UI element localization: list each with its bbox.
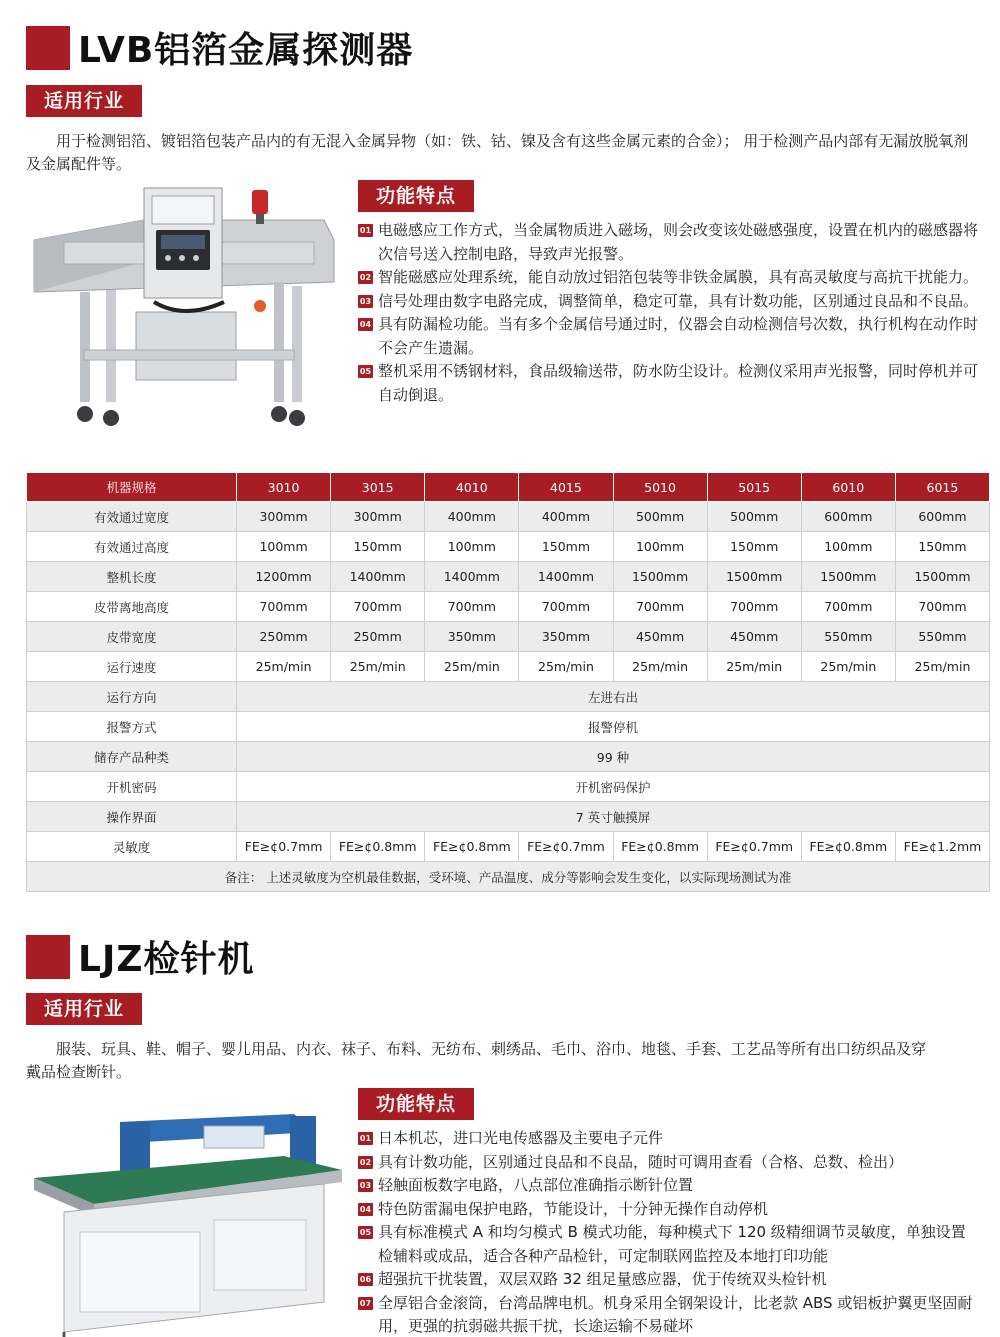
table-cell: 1500mm: [707, 562, 801, 592]
table-cell: 700mm: [331, 592, 425, 622]
table-cell: FE≥¢0.7mm: [237, 832, 331, 862]
merged-cell: 报警停机: [237, 712, 990, 742]
merged-cell: 左进右出: [237, 682, 990, 712]
features-list: [358, 1127, 978, 1337]
table-header-row: [27, 473, 990, 502]
feature-number: 03: [359, 1181, 372, 1190]
feature-number: 04: [359, 320, 372, 329]
table-cell: 250mm: [331, 622, 425, 652]
table-cell: 25m/min: [801, 652, 895, 682]
table-cell: 100mm: [425, 532, 519, 562]
table-header-cell: 5015: [707, 473, 801, 502]
table-cell: 700mm: [613, 592, 707, 622]
table-cell: 300mm: [237, 502, 331, 532]
row-label: 有效通过宽度: [27, 502, 237, 532]
table-header-cell: 3010: [237, 473, 331, 502]
table-cell: 100mm: [613, 532, 707, 562]
table-cell: 150mm: [331, 532, 425, 562]
table-cell: 25m/min: [895, 652, 989, 682]
table-cell: 700mm: [519, 592, 613, 622]
table-cell: FE≥¢0.7mm: [707, 832, 801, 862]
table-cell: 350mm: [519, 622, 613, 652]
table-row: [27, 562, 990, 592]
industry-description: 用于检测铝箔、镀铝箔包装产品内的有无混入金属异物（如：铁、钴、镍及含有这些金属元素的合金）； 用于检测产品内部有无漏放脱氧剂及金属配件等。: [26, 132, 969, 173]
feature-item: [358, 1268, 978, 1292]
feature-item: [358, 1221, 978, 1268]
table-row: [27, 802, 990, 832]
table-row: [27, 592, 990, 622]
table-header-cell: 3015: [331, 473, 425, 502]
section1-header: [26, 22, 413, 73]
table-cell: 300mm: [331, 502, 425, 532]
spec-table: [26, 472, 990, 892]
needle-detector-image: [24, 1112, 346, 1337]
table-cell: 100mm: [237, 532, 331, 562]
industry-description: 服装、玩具、鞋、帽子、婴儿用品、内衣、袜子、布料、无纺布、刺绣品、毛巾、浴巾、地毯、手套、工艺品等所有出口纺织品及穿戴品检查断针。: [26, 1040, 927, 1081]
merged-cell: 7 英寸触摸屏: [237, 802, 990, 832]
feature-number: 03: [359, 296, 372, 306]
table-cell: 350mm: [425, 622, 519, 652]
feature-number: 07: [359, 1298, 372, 1308]
feature-number: 01: [359, 1134, 372, 1143]
feature-item: [358, 219, 978, 266]
table-cell: 700mm: [895, 592, 989, 622]
table-cell: 25m/min: [331, 652, 425, 682]
feature-item: [358, 1292, 978, 1337]
table-header-cell: 4015: [519, 473, 613, 502]
feature-item: [358, 1127, 978, 1151]
table-cell: 150mm: [895, 532, 989, 562]
table-cell: FE≥¢0.7mm: [519, 832, 613, 862]
feature-text: 整机采用不锈钢材料，食品级输送带，防水防尘设计。检测仪采用声光报警，同时停机并可自动倒退。: [378, 362, 979, 404]
title-marker: [26, 935, 70, 979]
feature-item: [358, 1151, 978, 1175]
feature-text: 具有防漏检功能。当有多个金属信号通过时，仪器会自动检测信号次数，执行机构在动作时不会产生遗漏。: [378, 315, 979, 357]
features-tag: 功能特点: [358, 180, 474, 212]
table-cell: 400mm: [425, 502, 519, 532]
table-cell: 25m/min: [425, 652, 519, 682]
table-header-cell: 6010: [801, 473, 895, 502]
table-row: [27, 622, 990, 652]
table-cell: FE≥¢1.2mm: [895, 832, 989, 862]
feature-number: 05: [359, 1228, 372, 1237]
table-cell: 500mm: [707, 502, 801, 532]
table-cell: FE≥¢0.8mm: [613, 832, 707, 862]
industry-tag: 适用行业: [26, 993, 142, 1025]
table-header-cell: 机器规格: [27, 473, 237, 502]
feature-text: 智能磁感应处理系统，能自动放过铝箔包装等非铁金属膜，具有高灵敏度与高抗干扰能力。: [378, 268, 979, 286]
section-title: LJZ检针机: [78, 939, 255, 980]
table-cell: FE≥¢0.8mm: [425, 832, 519, 862]
table-cell: 600mm: [895, 502, 989, 532]
feature-text: 全厚铝合金滚筒，台湾品牌电机。机身采用全钢架设计，比老款 ABS 或铝板护翼更坚固耐用，更强的抗弱磁共振干扰，长途运输不易碰坏: [378, 1293, 973, 1335]
table-cell: 1400mm: [331, 562, 425, 592]
industry-tag: 适用行业: [26, 85, 142, 117]
feature-item: [358, 266, 978, 290]
table-row: [27, 502, 990, 532]
metal-detector-image: [24, 182, 344, 432]
feature-text: 信号处理由数字电路完成，调整简单，稳定可靠，具有计数功能，区别通过良品和不良品。: [378, 291, 979, 310]
table-cell: 25m/min: [237, 652, 331, 682]
feature-number: 02: [359, 1157, 372, 1167]
row-label: 皮带离地高度: [27, 592, 237, 622]
row-label: 开机密码: [27, 772, 237, 802]
table-cell: 700mm: [801, 592, 895, 622]
table-cell: 1400mm: [425, 562, 519, 592]
table-row: [27, 742, 990, 772]
features-list: [358, 219, 978, 407]
row-label: 运行速度: [27, 652, 237, 682]
table-cell: 25m/min: [519, 652, 613, 682]
features-tag: 功能特点: [358, 1088, 474, 1120]
feature-item: [358, 313, 978, 360]
feature-text: 具有标准模式 A 和均匀模式 B 模式功能，每种模式下 120 级精细调节灵敏度，单独设置检辅料或成品，适合各种产品检针，可定制联网监控及本地打印功能: [378, 1223, 966, 1265]
table-cell: 150mm: [707, 532, 801, 562]
table-cell: 1500mm: [801, 562, 895, 592]
table-cell: 25m/min: [707, 652, 801, 682]
table-cell: 100mm: [801, 532, 895, 562]
merged-cell: 开机密码保护: [237, 772, 990, 802]
feature-item: [358, 290, 978, 314]
feature-number: 01: [359, 226, 372, 235]
table-cell: 500mm: [613, 502, 707, 532]
row-label: 整机长度: [27, 562, 237, 592]
feature-text: 轻触面板数字电路，八点部位准确指示断针位置: [378, 1176, 694, 1194]
merged-cell: 99 种: [237, 742, 990, 772]
table-cell: 1500mm: [895, 562, 989, 592]
page-title: LVB铝箔金属探测器: [78, 30, 414, 71]
table-note-row: [27, 862, 990, 892]
table-header-cell: 4010: [425, 473, 519, 502]
table-row: [27, 712, 990, 742]
table-cell: 700mm: [707, 592, 801, 622]
table-cell: 150mm: [519, 532, 613, 562]
table-cell: 550mm: [801, 622, 895, 652]
table-row: [27, 532, 990, 562]
feature-item: [358, 1174, 978, 1198]
feature-number: 02: [359, 273, 372, 282]
feature-text: 日本机芯，进口光电传感器及主要电子元件: [378, 1129, 664, 1147]
table-cell: 1200mm: [237, 562, 331, 592]
row-label: 运行方向: [27, 682, 237, 712]
table-header-cell: 6015: [895, 473, 989, 502]
feature-text: 具有计数功能，区别通过良品和不良品，随时可调用查看（合格、总数、检出）: [378, 1152, 904, 1171]
row-label: 储存产品种类: [27, 742, 237, 772]
table-cell: 400mm: [519, 502, 613, 532]
table-cell: 700mm: [425, 592, 519, 622]
table-header-cell: 5010: [613, 473, 707, 502]
feature-item: [358, 1198, 978, 1222]
table-cell: FE≥¢0.8mm: [801, 832, 895, 862]
table-row: [27, 652, 990, 682]
table-cell: 600mm: [801, 502, 895, 532]
table-cell: 550mm: [895, 622, 989, 652]
table-cell: 450mm: [707, 622, 801, 652]
feature-item: [358, 360, 978, 407]
table-cell: 700mm: [237, 592, 331, 622]
row-label: 有效通过高度: [27, 532, 237, 562]
table-cell: 25m/min: [613, 652, 707, 682]
feature-number: 06: [359, 1275, 372, 1284]
title-marker: [26, 26, 70, 70]
table-cell: FE≥¢0.8mm: [331, 832, 425, 862]
feature-number: 05: [359, 367, 372, 376]
feature-text: 超强抗干扰装置，双层双路 32 组足量感应器，优于传统双头检针机: [378, 1270, 827, 1288]
table-row: [27, 832, 990, 862]
table-cell: 1400mm: [519, 562, 613, 592]
feature-number: 04: [359, 1204, 372, 1214]
row-label: 操作界面: [27, 802, 237, 832]
row-label: 灵敏度: [27, 832, 237, 862]
row-label: 皮带宽度: [27, 622, 237, 652]
row-label: 报警方式: [27, 712, 237, 742]
table-row: [27, 772, 990, 802]
table-cell: 450mm: [613, 622, 707, 652]
feature-text: 电磁感应工作方式，当金属物质进入磁场，则会改变该处磁感强度，设置在机内的磁感器将次信号送入控制电路，导致声光报警。: [378, 221, 979, 263]
section2-header: [26, 931, 254, 982]
feature-text: 特色防雷漏电保护电路，节能设计，十分钟无操作自动停机: [378, 1199, 769, 1218]
table-note: 备注： 上述灵敏度为空机最佳数据，受环境、产品温度、成分等影响会发生变化，以实际现场测试为准: [27, 862, 990, 892]
table-cell: 250mm: [237, 622, 331, 652]
table-row: [27, 682, 990, 712]
table-cell: 1500mm: [613, 562, 707, 592]
